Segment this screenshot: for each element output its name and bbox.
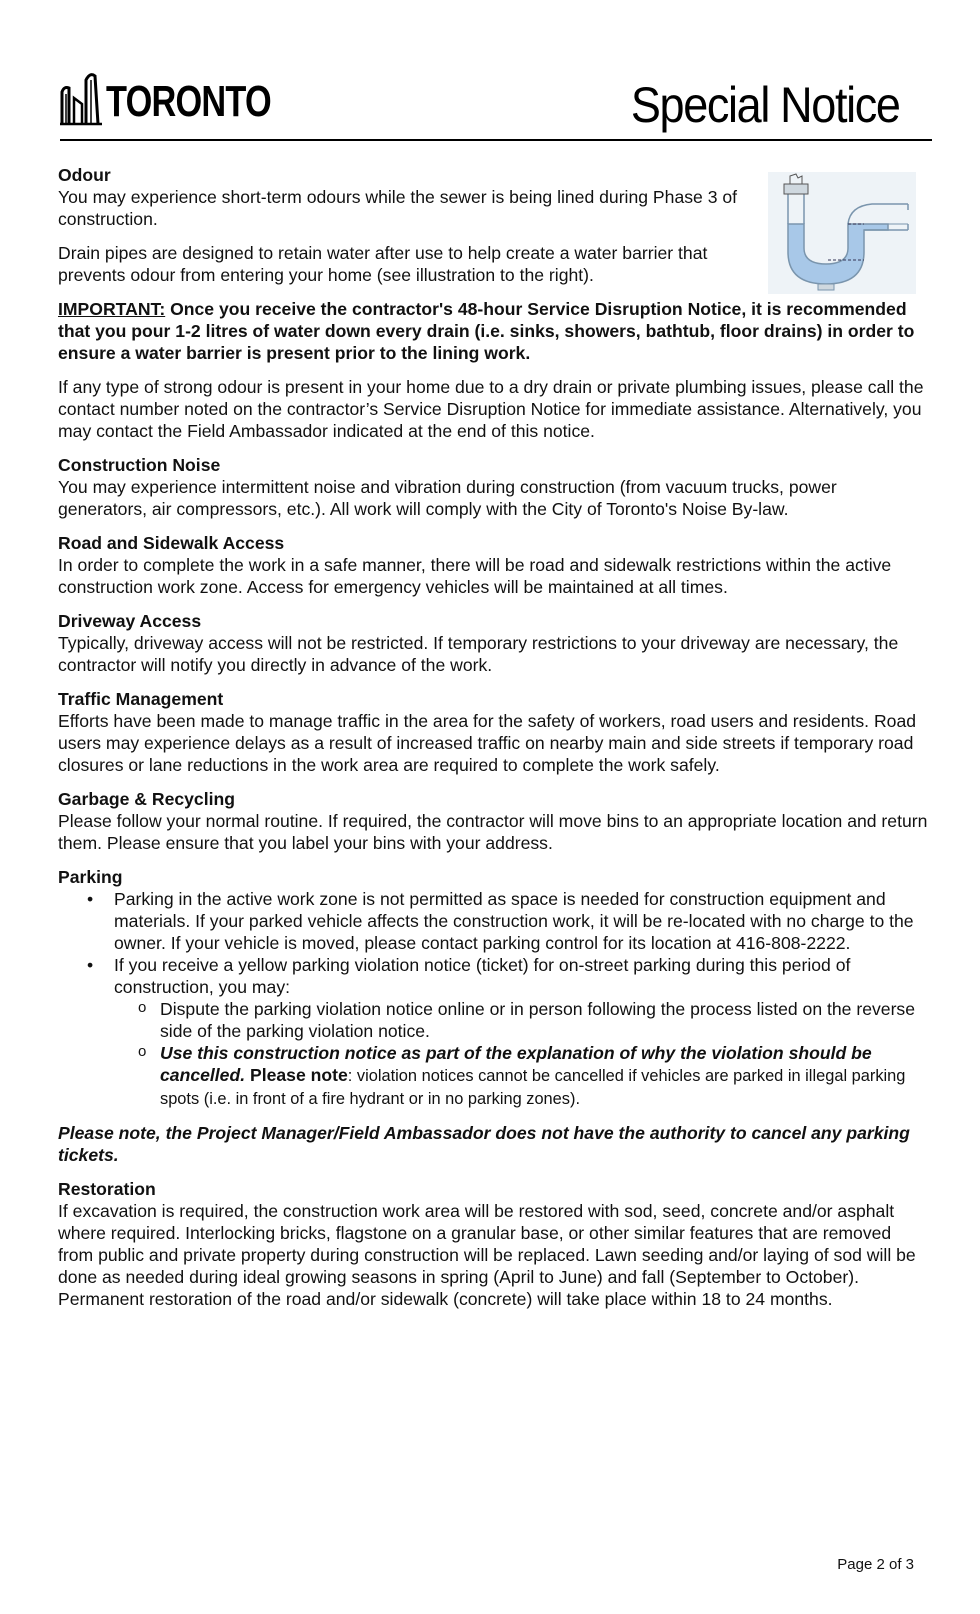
page-header [0,0,980,150]
heading-garbage: Garbage & Recycling [58,789,235,809]
restoration-text: If excavation is required, the construction work area will be restored with sod, seed, concrete and/or asphalt where required. Interlocking bricks, flagstone on a granular base, or other similar features that are removed from public and private property during construction will be replaced. Lawn seeding and/or laying of sod will be done as needed during ideal growing seasons in spring (April to June) and fall (September to October). Permanent restoration of the road and/or sidewalk (concrete) will take place within 18 to 24 months. [58,1201,916,1309]
odour-paragraph-1: You may experience short-term odours while the sewer is being lined during Phase 3 of construction. [58,187,738,229]
parking-sub-item-1: o Dispute the parking violation notice online or in person following the process listed on the reverse side of the parking violation notice. [160,998,928,1042]
odour-paragraph-2: Drain pipes are designed to retain water after use to help create a water barrier that prevents odour from entering your home (see illustration to the right). [58,243,708,285]
section-construction-noise [58,454,928,520]
construction-noise-text: You may experience intermittent noise and vibration during construction (from vacuum trucks, power generators, air compressors, etc.). All work will comply with the City of Toronto's Noise By-law. [58,477,837,519]
odour-important-paragraph [58,298,928,364]
parking-list [58,888,928,1110]
sub-item-2-note-label: Please note [245,1065,348,1085]
parking-bullet-2-text: If you receive a yellow parking violation notice (ticket) for on-street parking during this period of construction, you may: [114,955,851,997]
heading-parking: Parking [58,867,123,887]
driveway-text: Typically, driveway access will not be restricted. If temporary restrictions to your driveway are necessary, the contractor will notify you directly in advance of the work. [58,633,899,675]
parking-ticket-note: Please note, the Project Manager/Field Ambassador does not have the authority to cancel any parking tickets. [58,1123,910,1165]
heading-construction-noise: Construction Noise [58,455,221,475]
sub-item-2-text: : violation notices cannot be cancelled if vehicles are parked in illegal parking spots (i.e. in front of a fire hydrant or in no parking zones). [160,1067,906,1108]
section-traffic [58,688,928,776]
page-title: Special Notice [631,77,900,133]
toronto-logo [60,70,317,126]
traffic-text: Efforts have been made to manage traffic in the area for the safety of workers, road users and residents. Road users may experience delays as a result of increased traffic on nearby main and side streets if temporary road closures or lane reductions in the work area are required to complete the work safely. [58,711,917,775]
heading-driveway: Driveway Access [58,611,202,631]
section-odour [58,164,928,442]
heading-traffic: Traffic Management [58,689,224,709]
header-divider [60,139,932,141]
parking-sublist [114,998,928,1110]
city-hall-icon [60,70,102,126]
heading-restoration: Restoration [58,1179,156,1199]
page-number: Page 2 of 3 [837,1556,914,1573]
odour-paragraph-4: If any type of strong odour is present in your home due to a dry drain or private plumbing issues, please call the contact number noted on the contractor’s Service Disruption Notice for immediate assistance. Alternatively, you may contact the Field Ambassador indicated at the end of this notice. [58,377,924,441]
heading-road-sidewalk: Road and Sidewalk Access [58,533,285,553]
logo-text: TORONTO [106,77,271,126]
important-label: IMPORTANT: [58,299,166,319]
parking-sub-item-2 [160,1042,928,1110]
notice-body [58,164,928,1322]
section-road-sidewalk [58,532,928,598]
sub-item-2-emphasis: Use this construction notice as part of the explanation of why the violation should be cancelled. [160,1043,872,1085]
garbage-text: Please follow your normal routine. If required, the contractor will move bins to an appropriate location and return them. Please ensure that you label your bins with your address. [58,811,928,853]
parking-bullet-1: • Parking in the active work zone is not permitted as space is needed for construction equipment and materials. If your parked vehicle affects the construction work, it will be re-located with no charge to the owner. If your vehicle is moved, please contact parking control for its location at 416-808-2222. [114,888,928,954]
important-text: Once you receive the contractor's 48-hour Service Disruption Notice, it is recommended that you pour 1-2 litres of water down every drain (i.e. sinks, showers, bathtub, floor drains) in order to ensure a water barrier is present prior to the lining work. [58,299,915,363]
road-sidewalk-text: In order to complete the work in a safe manner, there will be road and sidewalk restrictions within the active construction work zone. Access for emergency vehicles will be maintained at all times. [58,555,892,597]
parking-bullet-2 [114,954,928,1110]
heading-odour: Odour [58,165,111,185]
section-restoration [58,1178,928,1310]
section-driveway [58,610,928,676]
section-garbage [58,788,928,854]
section-parking [58,866,928,1110]
